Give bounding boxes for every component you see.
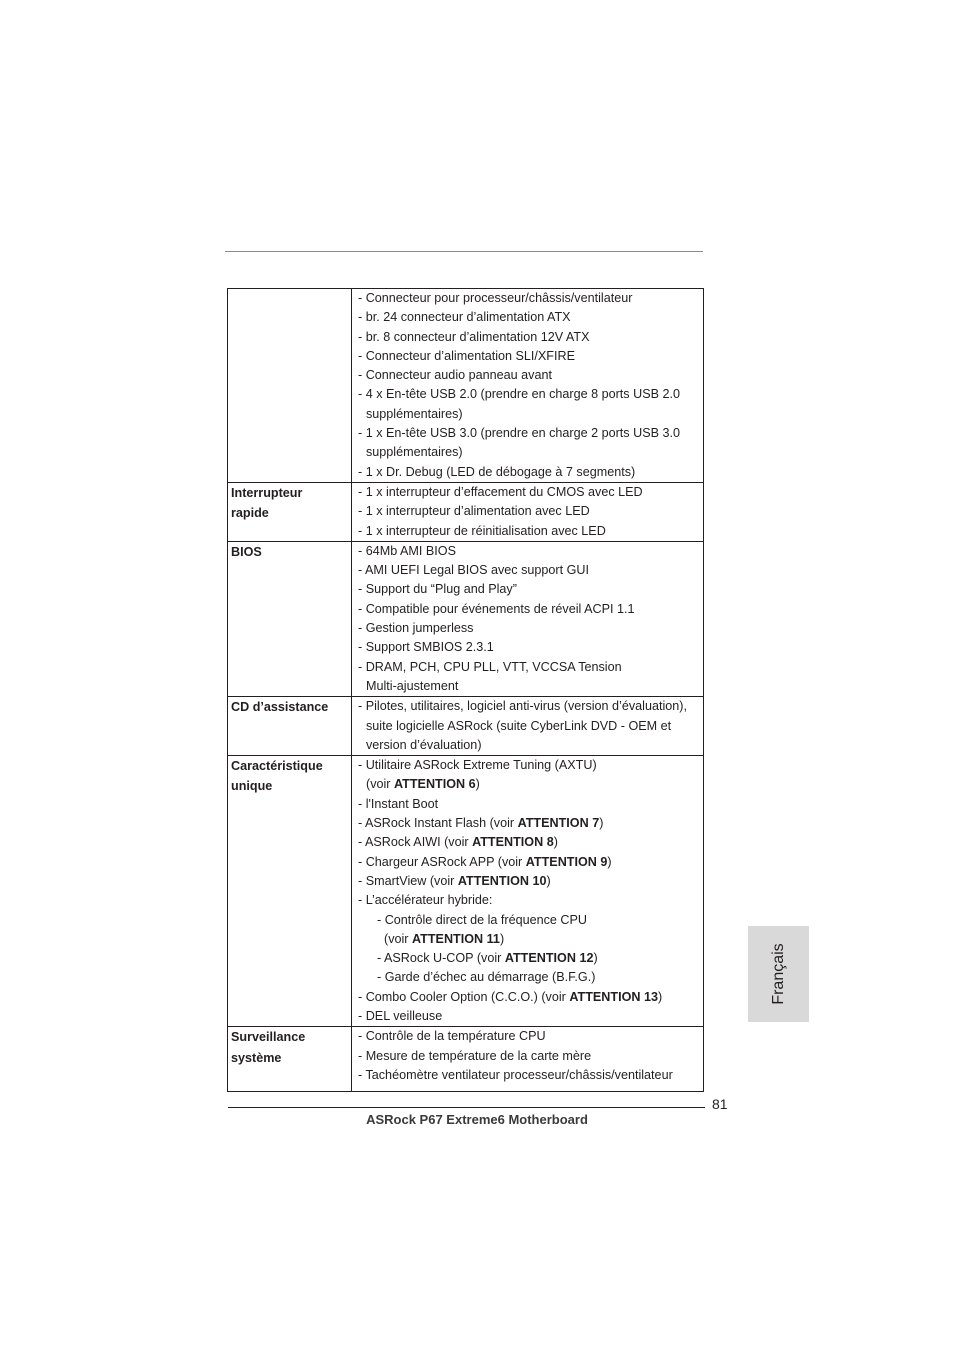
spec-label: Interrupteur bbox=[231, 485, 303, 500]
spec-text: ) bbox=[593, 951, 598, 966]
spec-label-cell bbox=[228, 756, 352, 1027]
spec-table-body bbox=[228, 289, 704, 1092]
spec-line bbox=[358, 405, 699, 424]
spec-line bbox=[358, 756, 699, 775]
attention-ref: ATTENTION 9 bbox=[525, 854, 608, 869]
spec-line bbox=[358, 814, 699, 833]
spec-text: - Utilitaire ASRock Extreme Tuning (AXTU) bbox=[358, 758, 597, 773]
spec-text: - Support SMBIOS 2.3.1 bbox=[358, 640, 494, 655]
spec-line bbox=[358, 697, 699, 716]
spec-text: - Gestion jumperless bbox=[358, 621, 474, 636]
spec-text: - Support du “Plug and Play” bbox=[358, 582, 517, 597]
spec-line bbox=[358, 600, 699, 619]
spec-row bbox=[228, 756, 704, 1027]
spec-row bbox=[228, 289, 704, 483]
spec-items-cell bbox=[352, 289, 704, 483]
spec-line bbox=[358, 289, 699, 308]
spec-line bbox=[358, 366, 699, 385]
spec-text: - 1 x interrupteur de réinitialisation avec LED bbox=[358, 523, 606, 538]
spec-text: - ASRock Instant Flash (voir bbox=[358, 816, 518, 831]
spec-line bbox=[358, 949, 699, 968]
language-tab bbox=[748, 926, 809, 1022]
spec-text: ) bbox=[553, 835, 558, 850]
spec-line bbox=[358, 853, 699, 872]
spec-text: - Mesure de température de la carte mère bbox=[358, 1048, 592, 1063]
spec-line bbox=[358, 911, 699, 930]
spec-text: - 1 x En-tête USB 3.0 (prendre en charge 2 ports USB 3.0 bbox=[358, 426, 681, 441]
spec-text: ) bbox=[658, 989, 663, 1004]
spec-text: - 4 x En-tête USB 2.0 (prendre en charge 8 ports USB 2.0 bbox=[358, 387, 681, 402]
spec-line bbox=[358, 891, 699, 910]
spec-text: ) bbox=[599, 816, 604, 831]
spec-line bbox=[358, 463, 699, 482]
spec-text: - Contrôle direct de la fréquence CPU bbox=[377, 912, 587, 927]
spec-text: - 1 x interrupteur d’effacement du CMOS avec LED bbox=[358, 484, 643, 499]
attention-ref: ATTENTION 10 bbox=[457, 873, 547, 888]
spec-text: - Combo Cooler Option (C.C.O.) (voir bbox=[358, 989, 570, 1004]
spec-label: CD d’assistance bbox=[231, 700, 329, 715]
spec-items-cell bbox=[352, 1027, 704, 1092]
spec-line bbox=[358, 424, 699, 443]
spec-line bbox=[358, 385, 699, 404]
spec-line bbox=[358, 542, 699, 561]
spec-table bbox=[227, 288, 704, 1092]
spec-text: (voir bbox=[384, 931, 412, 946]
spec-text: suite logicielle ASRock (suite CyberLink DVD - OEM et bbox=[366, 718, 672, 733]
spec-items-cell bbox=[352, 697, 704, 756]
spec-text: - DRAM, PCH, CPU PLL, VTT, VCCSA Tension bbox=[358, 659, 622, 674]
spec-line bbox=[358, 638, 699, 657]
spec-line bbox=[358, 502, 699, 521]
spec-text: - l'Instant Boot bbox=[358, 796, 439, 811]
spec-line bbox=[358, 717, 699, 736]
spec-line bbox=[358, 677, 699, 696]
spec-label: Caractéristique bbox=[231, 759, 323, 774]
spec-text: - Connecteur d’alimentation SLI/XFIRE bbox=[358, 348, 575, 363]
spec-line bbox=[358, 1027, 699, 1046]
spec-items-cell bbox=[352, 756, 704, 1027]
spec-text: - L’accélérateur hybride: bbox=[358, 893, 493, 908]
spec-line bbox=[358, 1047, 699, 1066]
spec-text: Multi-ajustement bbox=[366, 678, 459, 693]
spec-label-cell bbox=[228, 482, 352, 541]
spec-text: version d’évaluation) bbox=[366, 737, 482, 752]
spec-label: système bbox=[231, 1050, 282, 1065]
spec-row bbox=[228, 541, 704, 696]
spec-line bbox=[358, 930, 699, 949]
spec-text: ) bbox=[546, 873, 551, 888]
spec-line bbox=[358, 328, 699, 347]
spec-line bbox=[358, 1066, 699, 1085]
spec-text: - ASRock U-COP (voir bbox=[377, 951, 505, 966]
spec-line bbox=[358, 736, 699, 755]
spec-label-cell bbox=[228, 697, 352, 756]
attention-ref: ATTENTION 13 bbox=[569, 989, 658, 1004]
spec-label-cell bbox=[228, 289, 352, 483]
top-rule bbox=[225, 251, 703, 252]
spec-text: ) bbox=[607, 854, 612, 869]
attention-ref: ATTENTION 6 bbox=[394, 777, 476, 792]
spec-text: - Compatible pour événements de réveil ACPI 1.1 bbox=[358, 601, 635, 616]
spec-text: - 64Mb AMI BIOS bbox=[358, 543, 456, 558]
footer-title: ASRock P67 Extreme6 Motherboard bbox=[366, 1112, 588, 1127]
spec-line bbox=[358, 580, 699, 599]
spec-text: - Tachéomètre ventilateur processeur/châssis/ventilateur bbox=[358, 1067, 673, 1082]
spec-line bbox=[358, 775, 699, 794]
spec-label-cell bbox=[228, 541, 352, 696]
spec-text: - Connecteur audio panneau avant bbox=[358, 368, 552, 383]
spec-text: ) bbox=[475, 777, 480, 792]
spec-line bbox=[358, 658, 699, 677]
spec-line bbox=[358, 347, 699, 366]
spec-text: - Chargeur ASRock APP (voir bbox=[358, 854, 526, 869]
spec-line bbox=[358, 522, 699, 541]
spec-line bbox=[358, 1007, 699, 1026]
attention-ref: ATTENTION 7 bbox=[517, 816, 600, 831]
spec-line bbox=[358, 483, 699, 502]
spec-text: - SmartView (voir bbox=[358, 873, 458, 888]
spec-line bbox=[358, 968, 699, 987]
spec-text: ) bbox=[499, 931, 505, 946]
spec-items-cell bbox=[352, 482, 704, 541]
spec-text: - DEL veilleuse bbox=[358, 1008, 443, 1023]
spec-label: unique bbox=[231, 779, 273, 794]
spec-text: (voir bbox=[366, 777, 394, 792]
spec-line bbox=[358, 795, 699, 814]
spec-text: supplémentaires) bbox=[366, 445, 463, 460]
spec-line bbox=[358, 308, 699, 327]
spec-text: - ASRock AIWI (voir bbox=[358, 835, 473, 850]
spec-row bbox=[228, 1027, 704, 1092]
attention-ref: ATTENTION 12 bbox=[504, 951, 594, 966]
spec-line bbox=[358, 872, 699, 891]
spec-text: - 1 x interrupteur d’alimentation avec LED bbox=[358, 504, 590, 519]
spec-label: Surveillance bbox=[231, 1030, 306, 1045]
spec-text: - br. 8 connecteur d’alimentation 12V ATX bbox=[358, 329, 590, 344]
spec-line bbox=[358, 833, 699, 852]
attention-ref: ATTENTION 8 bbox=[472, 835, 554, 850]
spec-row bbox=[228, 697, 704, 756]
spec-line bbox=[358, 443, 699, 462]
spec-line bbox=[358, 619, 699, 638]
attention-ref: ATTENTION 11 bbox=[412, 931, 500, 946]
spec-text: - Garde d’échec au démarrage (B.F.G.) bbox=[377, 970, 596, 985]
spec-label-cell bbox=[228, 1027, 352, 1092]
page-number: 81 bbox=[712, 1096, 728, 1112]
bottom-rule bbox=[228, 1107, 705, 1108]
spec-row bbox=[228, 482, 704, 541]
spec-text: supplémentaires) bbox=[366, 406, 463, 421]
spec-line bbox=[358, 988, 699, 1007]
spec-items-cell bbox=[352, 541, 704, 696]
spec-line bbox=[358, 561, 699, 580]
spec-text: - br. 24 connecteur d’alimentation ATX bbox=[358, 310, 571, 325]
spec-text: - Connecteur pour processeur/châssis/ventilateur bbox=[358, 291, 633, 305]
spec-text: - 1 x Dr. Debug (LED de débogage à 7 segments) bbox=[358, 464, 636, 479]
spec-text: - Pilotes, utilitaires, logiciel anti-virus (version d’évaluation), bbox=[358, 699, 687, 714]
spec-text: - AMI UEFI Legal BIOS avec support GUI bbox=[358, 563, 589, 578]
spec-label: BIOS bbox=[231, 544, 262, 559]
language-tab-label: Français bbox=[769, 943, 787, 1005]
spec-label: rapide bbox=[231, 506, 269, 521]
spec-text: - Contrôle de la température CPU bbox=[358, 1029, 546, 1044]
